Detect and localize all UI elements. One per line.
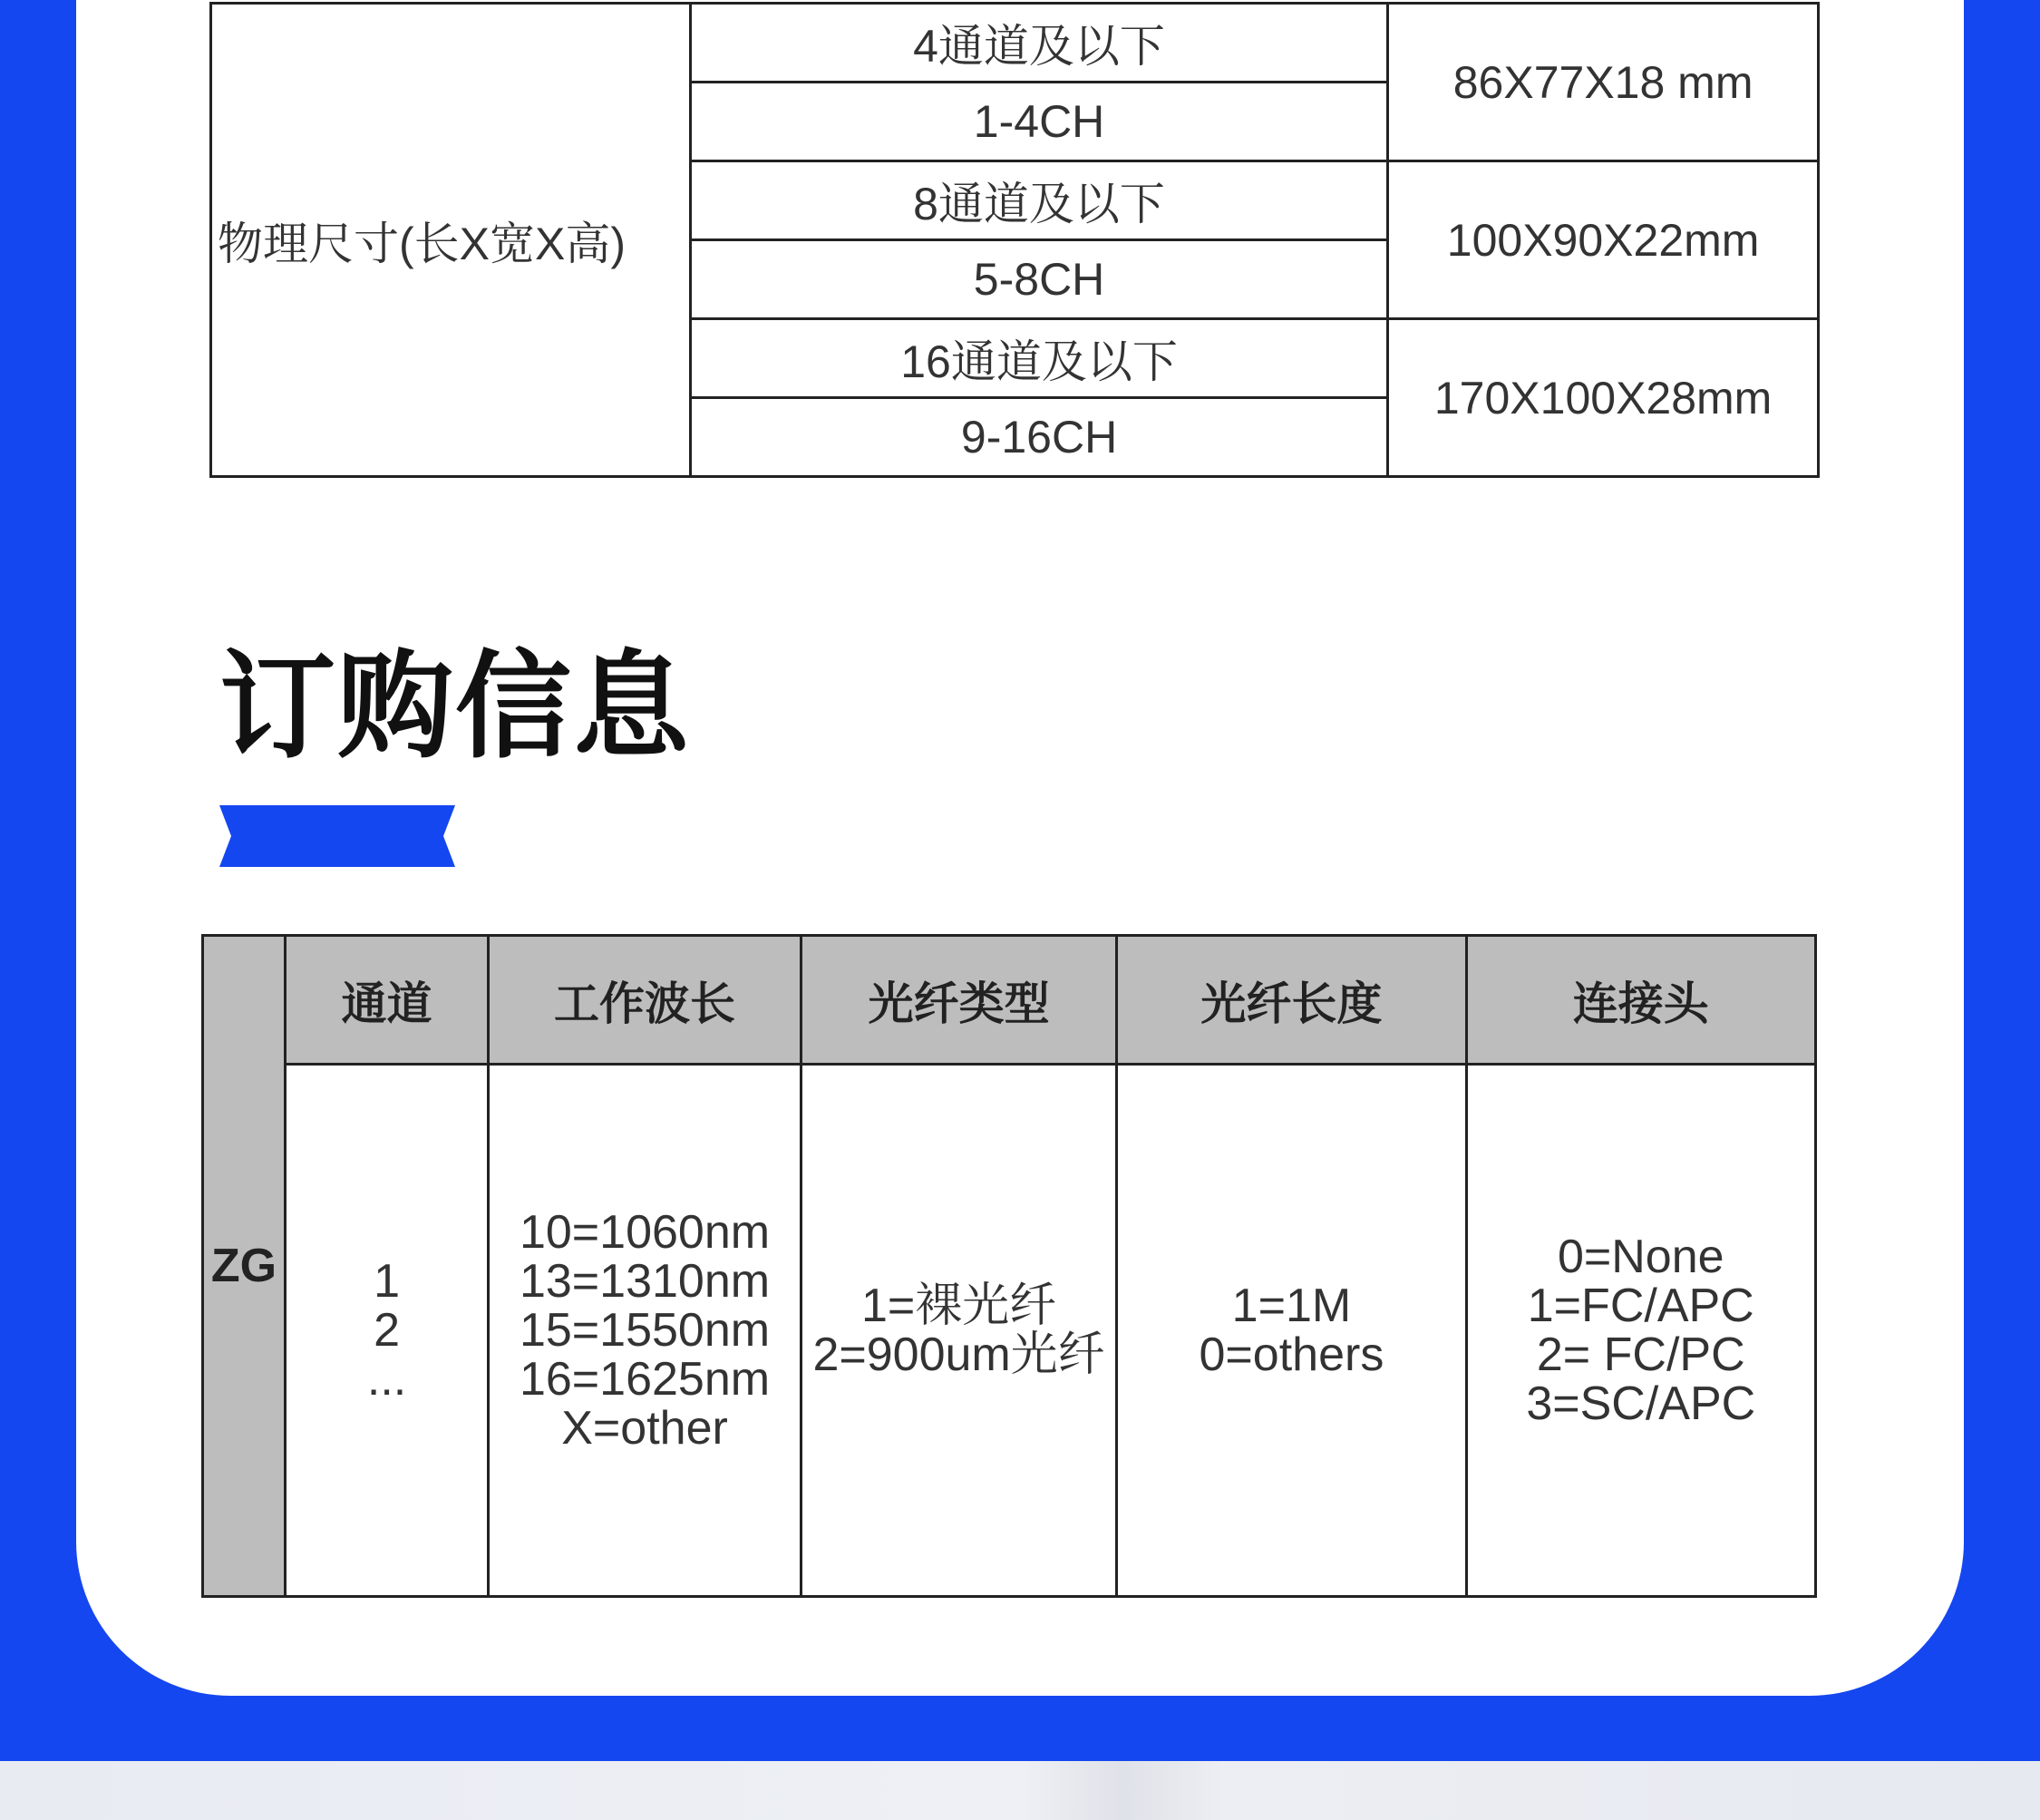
option-line: 1 <box>374 1255 400 1308</box>
header-fiber-type: 光纤类型 <box>801 936 1116 1065</box>
header-fiber-length: 光纤长度 <box>1117 936 1466 1065</box>
dimension-value: 170X100X28mm <box>1388 319 1819 477</box>
option-line: 1=裸光纤 <box>860 1280 1057 1332</box>
option-line: 3=SC/APC <box>1526 1377 1756 1430</box>
bottom-strip <box>0 1761 2040 1820</box>
channel-range-en: 9-16CH <box>690 398 1387 477</box>
fiber-length-options <box>1117 1065 1466 1597</box>
channel-range-cn: 16通道及以下 <box>690 319 1387 398</box>
section-title: 订购信息 <box>219 642 692 772</box>
ordering-info-table <box>201 934 1817 1598</box>
fiber-type-options <box>801 1065 1116 1597</box>
channel-range-en: 5-8CH <box>690 240 1387 319</box>
spec-row-label: 物理尺寸(长X宽X高) <box>211 4 691 477</box>
dimension-value: 86X77X18 mm <box>1388 4 1819 161</box>
option-line: 1=1M <box>1231 1280 1352 1332</box>
spec-row <box>211 4 1819 83</box>
option-line: 2= FC/PC <box>1536 1329 1745 1381</box>
connector-options <box>1466 1065 1815 1597</box>
model-prefix: ZG <box>203 936 286 1597</box>
header-wavelength: 工作波长 <box>489 936 801 1065</box>
option-line: 1=FC/APC <box>1527 1280 1754 1332</box>
option-line: 2=900um光纤 <box>812 1329 1105 1381</box>
channel-range-cn: 8通道及以下 <box>690 161 1387 240</box>
channel-range-en: 1-4CH <box>690 83 1387 161</box>
channel-options <box>285 1065 488 1597</box>
channel-range-cn: 4通道及以下 <box>690 4 1387 83</box>
option-line: ... <box>366 1353 407 1406</box>
title-underline-ribbon <box>219 805 455 867</box>
option-line: 10=1060nm <box>519 1206 771 1259</box>
order-header-row <box>203 936 1816 1065</box>
option-line: 16=1625nm <box>519 1353 771 1406</box>
option-line: 0=None <box>1557 1231 1724 1283</box>
wavelength-options <box>489 1065 801 1597</box>
option-line: 2 <box>374 1304 400 1357</box>
header-channel: 通道 <box>285 936 488 1065</box>
dimension-value: 100X90X22mm <box>1388 161 1819 319</box>
dimension-spec-table <box>209 2 1820 478</box>
option-line: 15=1550nm <box>519 1304 771 1357</box>
header-connector: 连接头 <box>1466 936 1815 1065</box>
option-line: 0=others <box>1199 1329 1384 1381</box>
option-line: 13=1310nm <box>519 1255 771 1308</box>
order-options-row <box>203 1065 1816 1597</box>
option-line: X=other <box>561 1402 728 1455</box>
